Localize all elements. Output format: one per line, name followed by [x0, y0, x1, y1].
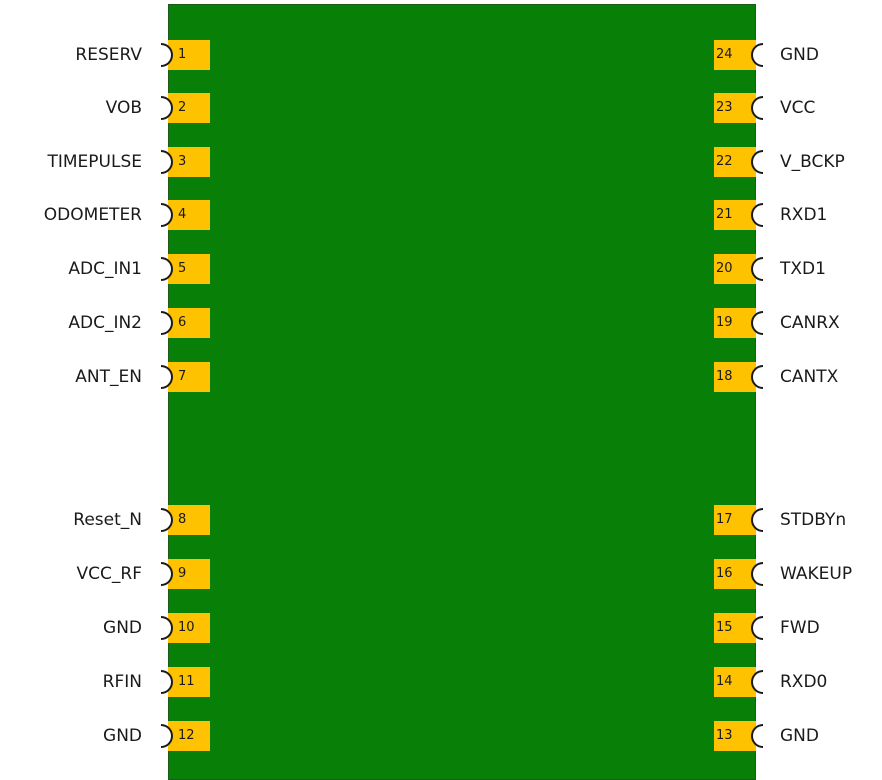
pin-label-6: ADC_IN2 — [68, 313, 142, 333]
pin-notch-18 — [751, 365, 763, 389]
pin-number-24: 24 — [716, 47, 733, 62]
pin-pad-3 — [168, 147, 210, 177]
pin-pad-23 — [714, 93, 756, 123]
pin-notch-12 — [161, 724, 173, 748]
pin-number-2: 2 — [178, 100, 187, 115]
pin-notch-3 — [161, 150, 173, 174]
pin-notch-19 — [751, 311, 763, 335]
pin-number-16: 16 — [716, 566, 733, 581]
pin-pad-14 — [714, 667, 756, 697]
pin-label-20: TXD1 — [780, 259, 826, 279]
pin-label-14: RXD0 — [780, 672, 828, 692]
pin-notch-13 — [751, 724, 763, 748]
pin-label-13: GND — [780, 726, 819, 746]
pin-notch-17 — [751, 508, 763, 532]
pin-pad-4 — [168, 200, 210, 230]
pin-pad-7 — [168, 362, 210, 392]
pin-number-18: 18 — [716, 369, 733, 384]
pin-notch-7 — [161, 365, 173, 389]
pin-label-16: WAKEUP — [780, 564, 853, 584]
pin-pad-5 — [168, 254, 210, 284]
pin-pad-11 — [168, 667, 210, 697]
pin-number-21: 21 — [716, 207, 733, 222]
pin-notch-6 — [161, 311, 173, 335]
pin-number-13: 13 — [716, 728, 733, 743]
pin-pad-12 — [168, 721, 210, 751]
pin-notch-5 — [161, 257, 173, 281]
pin-notch-20 — [751, 257, 763, 281]
pin-number-11: 11 — [178, 674, 195, 689]
pin-number-9: 9 — [178, 566, 187, 581]
pin-label-23: VCC — [780, 98, 816, 118]
pin-pad-13 — [714, 721, 756, 751]
pin-label-4: ODOMETER — [43, 205, 142, 225]
pin-number-23: 23 — [716, 100, 733, 115]
pin-pad-9 — [168, 559, 210, 589]
chip-body — [168, 4, 756, 780]
pin-number-22: 22 — [716, 154, 733, 169]
pin-label-19: CANRX — [780, 313, 840, 333]
pin-pad-16 — [714, 559, 756, 589]
pin-notch-22 — [751, 150, 763, 174]
pin-number-6: 6 — [178, 315, 187, 330]
pin-pad-21 — [714, 200, 756, 230]
pin-number-14: 14 — [716, 674, 733, 689]
pin-number-19: 19 — [716, 315, 733, 330]
pin-label-12: GND — [103, 726, 142, 746]
pin-pad-1 — [168, 40, 210, 70]
pin-label-24: GND — [780, 45, 819, 65]
pin-label-5: ADC_IN1 — [68, 259, 142, 279]
pin-pad-15 — [714, 613, 756, 643]
pin-label-1: RESERV — [75, 45, 142, 65]
pin-pad-10 — [168, 613, 210, 643]
pin-number-1: 1 — [178, 47, 187, 62]
pin-pad-18 — [714, 362, 756, 392]
pin-notch-16 — [751, 562, 763, 586]
pin-pad-6 — [168, 308, 210, 338]
pin-pad-22 — [714, 147, 756, 177]
pin-notch-4 — [161, 203, 173, 227]
pin-notch-2 — [161, 96, 173, 120]
pin-number-4: 4 — [178, 207, 187, 222]
pin-notch-9 — [161, 562, 173, 586]
pin-pad-19 — [714, 308, 756, 338]
pin-number-5: 5 — [178, 261, 187, 276]
pin-label-3: TIMEPULSE — [47, 152, 142, 172]
pin-number-3: 3 — [178, 154, 187, 169]
pin-pad-24 — [714, 40, 756, 70]
pin-label-15: FWD — [780, 618, 820, 638]
pin-number-10: 10 — [178, 620, 195, 635]
pin-label-8: Reset_N — [73, 510, 142, 530]
pin-pad-20 — [714, 254, 756, 284]
pin-label-21: RXD1 — [780, 205, 828, 225]
pin-label-17: STDBYn — [780, 510, 847, 530]
pin-number-17: 17 — [716, 512, 733, 527]
pin-notch-10 — [161, 616, 173, 640]
pin-number-12: 12 — [178, 728, 195, 743]
pin-label-18: CANTX — [780, 367, 839, 387]
pin-number-20: 20 — [716, 261, 733, 276]
pin-label-9: VCC_RF — [76, 564, 142, 584]
pin-notch-24 — [751, 43, 763, 67]
pin-number-7: 7 — [178, 369, 187, 384]
pin-label-2: VOB — [105, 98, 142, 118]
pin-notch-11 — [161, 670, 173, 694]
pin-label-7: ANT_EN — [75, 367, 142, 387]
pin-pad-17 — [714, 505, 756, 535]
pin-number-15: 15 — [716, 620, 733, 635]
pin-label-10: GND — [103, 618, 142, 638]
pin-notch-15 — [751, 616, 763, 640]
pin-pad-2 — [168, 93, 210, 123]
pin-label-11: RFIN — [102, 672, 142, 692]
pin-label-22: V_BCKP — [780, 152, 845, 172]
pin-notch-8 — [161, 508, 173, 532]
pin-notch-14 — [751, 670, 763, 694]
pin-notch-1 — [161, 43, 173, 67]
pin-number-8: 8 — [178, 512, 187, 527]
pin-notch-23 — [751, 96, 763, 120]
pin-pad-8 — [168, 505, 210, 535]
pin-notch-21 — [751, 203, 763, 227]
